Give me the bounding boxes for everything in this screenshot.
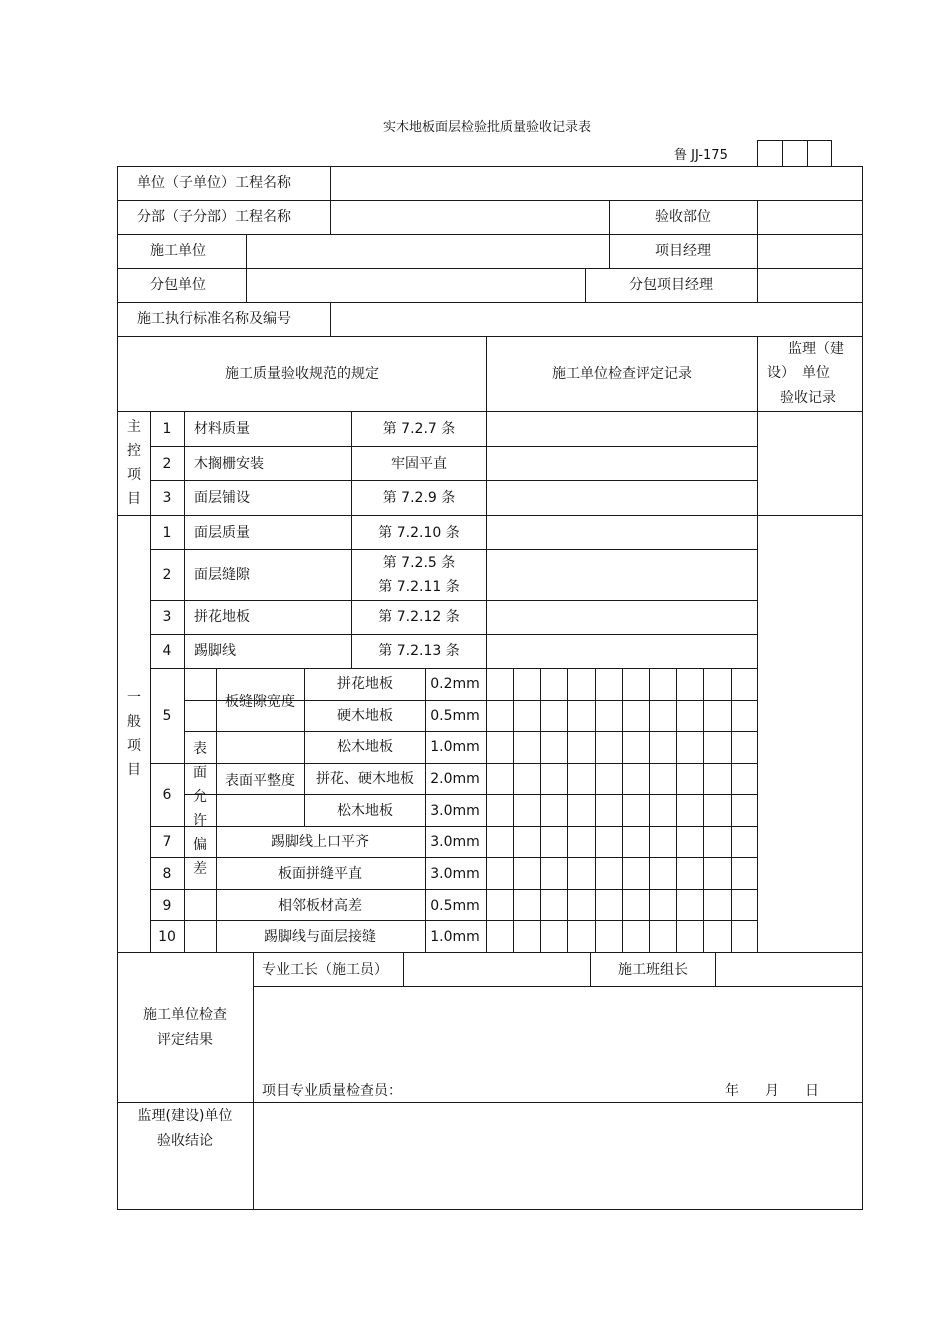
- grid-line: [609, 200, 610, 234]
- eval-label-line1: 施工单位检查: [143, 1007, 227, 1023]
- tol-value: 2.0mm: [430, 771, 480, 787]
- grid-line: [540, 668, 541, 952]
- main-item-name: 面层铺设: [194, 490, 250, 506]
- main-item-no: 2: [162, 456, 172, 472]
- grid-line: [403, 952, 404, 986]
- tol-item: 松木地板: [337, 739, 393, 755]
- grid-line: [117, 411, 863, 412]
- grid-line: [184, 731, 758, 732]
- grid-line: [150, 634, 758, 635]
- tol-value: 1.0mm: [430, 929, 480, 945]
- grid-line: [253, 952, 254, 1209]
- subproject-label: 分部（子分部）工程名称: [137, 209, 291, 225]
- flatness-label: 表面平整度: [225, 773, 295, 789]
- grid-line: [150, 920, 185, 921]
- eval-label-line2: 评定结果: [157, 1032, 213, 1048]
- tol-item: 踢脚线与面层接缝: [264, 929, 376, 945]
- general-item-no: 4: [162, 643, 172, 659]
- grid-line: [330, 166, 331, 200]
- tol-item: 踢脚线上口平齐: [271, 834, 369, 850]
- grid-line: [622, 668, 623, 952]
- general-item-no: 1: [162, 525, 172, 541]
- general-label: 一般项目: [127, 690, 141, 778]
- project-manager-label: 项目经理: [655, 243, 711, 259]
- tol-value: 1.0mm: [430, 739, 480, 755]
- grid-line: [567, 668, 568, 952]
- main-item-name: 材料质量: [194, 421, 250, 437]
- grid-line: [150, 857, 185, 858]
- tol-item: 板面拼缝平直: [278, 866, 362, 882]
- tol-item: 拼花地板: [337, 676, 393, 692]
- general-item-name: 踢脚线: [194, 643, 236, 659]
- grid-line: [117, 515, 863, 516]
- grid-line: [117, 234, 863, 235]
- grid-line: [184, 889, 758, 890]
- grid-line: [731, 668, 732, 952]
- general-item-name: 面层质量: [194, 525, 250, 541]
- grid-line: [757, 268, 758, 302]
- grid-line: [117, 336, 863, 337]
- code-box-1[interactable]: [757, 140, 783, 167]
- code-box-2[interactable]: [782, 140, 808, 167]
- foreman-label: 专业工长（施工员）: [262, 962, 388, 978]
- general-item-clause: 第 7.2.13 条: [378, 643, 460, 659]
- general-item-clause: 第 7.2.10 条: [378, 525, 460, 541]
- subcontractor-label: 分包单位: [150, 277, 206, 293]
- main-item-no: 1: [162, 421, 172, 437]
- grid-line: [150, 549, 758, 550]
- grid-line: [184, 826, 758, 827]
- tol-item: 拼花、硬木地板: [316, 771, 414, 787]
- grid-line: [330, 302, 331, 336]
- grid-line: [703, 668, 704, 952]
- supervisor-header-line2: 设） 单位: [767, 365, 830, 381]
- general-item-name: 拼花地板: [194, 609, 250, 625]
- general-item-clause: 第 7.2.12 条: [378, 609, 460, 625]
- grid-line: [150, 600, 758, 601]
- grid-line: [486, 336, 487, 411]
- grid-line: [117, 166, 118, 1210]
- grid-line: [715, 952, 716, 986]
- grid-line: [184, 411, 185, 668]
- grid-line: [757, 200, 758, 234]
- grid-line: [117, 302, 863, 303]
- grid-line: [150, 668, 758, 669]
- tol-value: 3.0mm: [430, 834, 480, 850]
- tol-no: 5: [162, 708, 172, 724]
- grid-line: [595, 668, 596, 952]
- tol-item: 相邻板材高差: [278, 898, 362, 914]
- day-label: 日: [805, 1083, 819, 1099]
- grid-line: [425, 668, 426, 952]
- grid-line: [117, 268, 863, 269]
- grid-line: [117, 166, 863, 167]
- tol-item: 松木地板: [337, 803, 393, 819]
- grid-line: [486, 411, 487, 952]
- acceptance-part-label: 验收部位: [655, 209, 711, 225]
- supervisor-header-line1: 监理（建: [788, 341, 844, 357]
- grid-line: [150, 480, 758, 481]
- grid-line: [184, 794, 758, 795]
- tol-value: 0.5mm: [430, 708, 480, 724]
- grid-line: [117, 200, 863, 201]
- tol-no: 10: [158, 929, 176, 945]
- grid-line: [117, 952, 863, 953]
- general-item-clause-2: 第 7.2.11 条: [378, 579, 460, 595]
- grid-line: [609, 234, 610, 268]
- grid-line: [253, 986, 863, 987]
- grid-line: [150, 411, 151, 952]
- grid-line: [117, 1209, 863, 1210]
- tol-item: 硬木地板: [337, 708, 393, 724]
- grid-line: [676, 668, 677, 952]
- grid-line: [351, 411, 352, 668]
- tol-no: 6: [162, 787, 172, 803]
- grid-line: [590, 952, 591, 986]
- grid-line: [649, 668, 650, 952]
- grid-line: [304, 668, 305, 826]
- grid-line: [150, 826, 185, 827]
- grid-line: [150, 889, 185, 890]
- grid-line: [117, 1102, 863, 1103]
- main-item-name: 木搁栅安装: [194, 456, 264, 472]
- grid-line: [216, 668, 217, 952]
- grid-line: [184, 763, 758, 764]
- grid-line: [862, 166, 863, 1210]
- grid-line: [246, 234, 247, 268]
- main-item-clause: 第 7.2.9 条: [382, 490, 456, 506]
- grid-line: [184, 920, 758, 921]
- grid-line: [184, 668, 185, 952]
- grid-line: [757, 336, 758, 411]
- year-label: 年: [725, 1083, 739, 1099]
- supervisor-conclusion-line2: 验收结论: [157, 1133, 213, 1149]
- standard-label: 施工执行标准名称及编号: [137, 311, 291, 327]
- team-leader-label: 施工班组长: [618, 962, 688, 978]
- main-item-clause: 牢固平直: [391, 456, 447, 472]
- tol-no: 9: [162, 898, 172, 914]
- grid-line: [757, 234, 758, 268]
- grid-line: [150, 446, 758, 447]
- project-name-label: 单位（子单位）工程名称: [137, 175, 291, 191]
- grid-line: [246, 268, 247, 302]
- tolerance-label: 表面允许偏差: [193, 741, 207, 877]
- grid-line: [585, 268, 586, 302]
- form-code: 鲁 JJ-175: [674, 148, 728, 163]
- form-title: 实木地板面层检验批质量验收记录表: [382, 120, 592, 135]
- month-label: 月: [765, 1083, 779, 1099]
- grid-line: [330, 200, 331, 234]
- tol-value: 3.0mm: [430, 866, 480, 882]
- supervisor-conclusion-line1: 监理(建设)单位: [137, 1108, 233, 1124]
- tol-value: 0.2mm: [430, 676, 480, 692]
- code-box-3[interactable]: [807, 140, 832, 167]
- tol-no: 7: [162, 834, 172, 850]
- tol-value: 0.5mm: [430, 898, 480, 914]
- tol-no: 8: [162, 866, 172, 882]
- tol-value: 3.0mm: [430, 803, 480, 819]
- general-item-name: 面层缝隙: [194, 567, 250, 583]
- general-item-no: 3: [162, 609, 172, 625]
- general-item-clause: 第 7.2.5 条: [382, 555, 456, 571]
- contractor-label: 施工单位: [150, 243, 206, 259]
- inspector-label: 项目专业质量检查员：: [262, 1083, 402, 1099]
- grid-line: [513, 668, 514, 952]
- main-item-clause: 第 7.2.7 条: [382, 421, 456, 437]
- main-item-no: 3: [162, 490, 172, 506]
- grid-line: [757, 411, 758, 952]
- grid-line: [150, 763, 185, 764]
- general-item-no: 2: [162, 567, 172, 583]
- grid-line: [184, 857, 758, 858]
- main-control-label: 主控项目: [127, 419, 141, 507]
- contractor-record-header: 施工单位检查评定记录: [552, 366, 692, 382]
- sub-manager-label: 分包项目经理: [629, 277, 713, 293]
- gap-width-label: 板缝隙宽度: [225, 694, 295, 710]
- supervisor-header-line3: 验收记录: [780, 390, 836, 406]
- spec-header: 施工质量验收规范的规定: [225, 366, 379, 382]
